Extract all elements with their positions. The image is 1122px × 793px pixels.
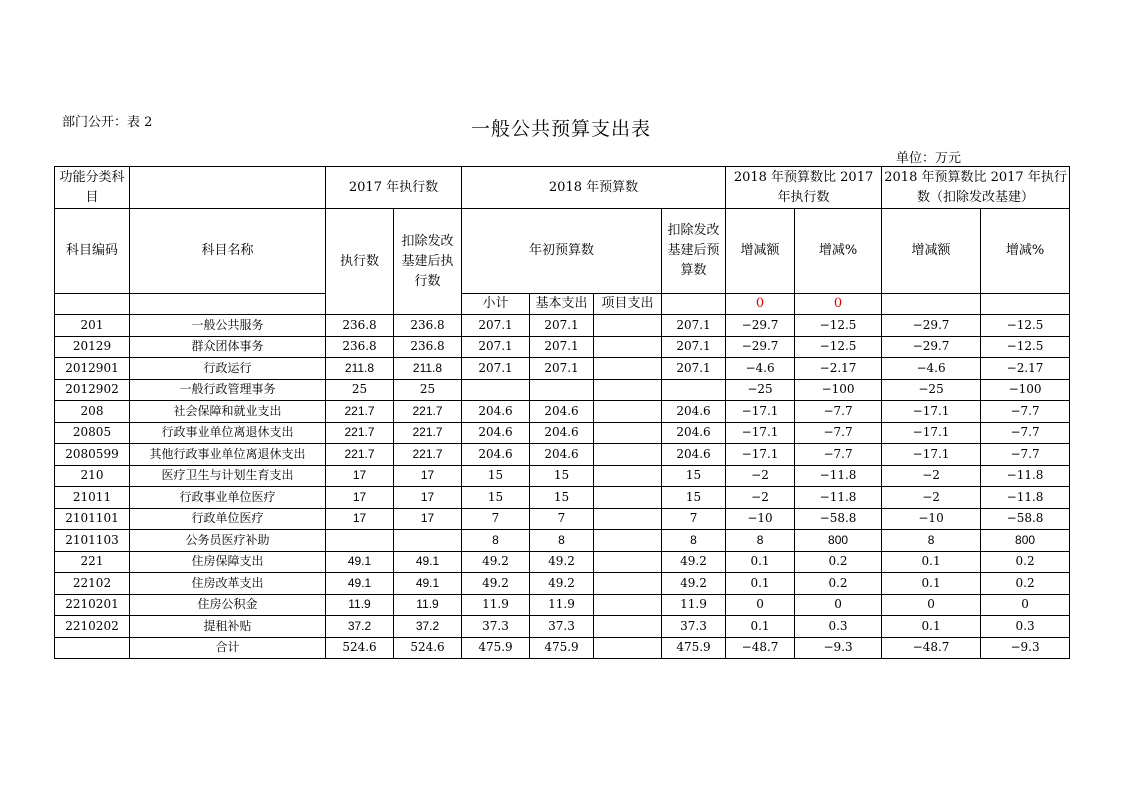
cell-name: 其他行政事业单位离退休支出 [130, 444, 326, 466]
cell-inc-pct-1: 800 [795, 530, 882, 552]
cell-exec: 524.6 [326, 637, 394, 659]
cell-inc-pct-2: 0.2 [981, 551, 1070, 573]
cell-project [594, 487, 662, 509]
header-budget-adj: 扣除发改基建后预算数 [662, 209, 726, 294]
cell-budget-adj: 37.3 [662, 616, 726, 638]
cell-project [594, 594, 662, 616]
cell-subtotal: 7 [462, 508, 530, 530]
cell-name: 社会保障和就业支出 [130, 401, 326, 423]
cell-name: 住房改革支出 [130, 573, 326, 595]
cell-inc-pct-1: −7.7 [795, 401, 882, 423]
cell-inc-pct-2: 0 [981, 594, 1070, 616]
cell-basic: 207.1 [530, 336, 594, 358]
cell-exec-adj: 524.6 [394, 637, 462, 659]
cell-exec: 236.8 [326, 336, 394, 358]
cell-exec: 17 [326, 508, 394, 530]
cell-inc-pct-2: 0.3 [981, 616, 1070, 638]
cell-inc-amt-2: −25 [882, 379, 981, 401]
header-compare-exec: 2018 年预算数比 2017 年执行数 [726, 167, 882, 209]
cell-inc-amt-1: −17.1 [726, 444, 795, 466]
cell-subtotal: 204.6 [462, 422, 530, 444]
cell-inc-pct-2: −12.5 [981, 315, 1070, 337]
table-row [55, 315, 1070, 337]
cell-project [594, 551, 662, 573]
cell-basic: 204.6 [530, 444, 594, 466]
cell-inc-amt-1: 0.1 [726, 551, 795, 573]
cell-exec-adj [394, 530, 462, 552]
cell-project [594, 444, 662, 466]
cell-exec: 236.8 [326, 315, 394, 337]
cell-subtotal: 8 [462, 530, 530, 552]
table-row [55, 422, 1070, 444]
cell-budget-adj: 204.6 [662, 444, 726, 466]
cell-code: 2210201 [55, 594, 130, 616]
cell-inc-amt-2: −29.7 [882, 315, 981, 337]
cell-inc-amt-2: 0.1 [882, 551, 981, 573]
cell-name: 医疗卫生与计划生育支出 [130, 465, 326, 487]
cell-exec-adj: 49.1 [394, 551, 462, 573]
header-blank [130, 167, 326, 209]
cell-code: 2101103 [55, 530, 130, 552]
cell-code: 210 [55, 465, 130, 487]
cell-inc-amt-2: 0 [882, 594, 981, 616]
cell-exec: 221.7 [326, 444, 394, 466]
cell-inc-pct-1: −58.8 [795, 508, 882, 530]
cell-inc-pct-2: −7.7 [981, 422, 1070, 444]
header-budget-adj-blank [662, 294, 726, 315]
cell-basic [530, 379, 594, 401]
cell-basic: 8 [530, 530, 594, 552]
cell-budget-adj [662, 379, 726, 401]
cell-budget-adj: 49.2 [662, 573, 726, 595]
table-row [55, 401, 1070, 423]
cell-inc-pct-2: −11.8 [981, 487, 1070, 509]
cell-project [594, 336, 662, 358]
cell-project [594, 616, 662, 638]
cell-exec: 221.7 [326, 422, 394, 444]
cell-inc-amt-1: −10 [726, 508, 795, 530]
cell-inc-pct-1: −7.7 [795, 422, 882, 444]
cell-inc-pct-1: 0 [795, 594, 882, 616]
cell-inc-pct-1: 0.2 [795, 551, 882, 573]
cell-project [594, 379, 662, 401]
cell-basic: 15 [530, 487, 594, 509]
cell-basic: 49.2 [530, 551, 594, 573]
cell-exec-adj: 221.7 [394, 444, 462, 466]
cell-basic: 49.2 [530, 573, 594, 595]
unit-label: 单位：万元 [896, 151, 962, 166]
cell-basic: 207.1 [530, 358, 594, 380]
cell-exec: 25 [326, 379, 394, 401]
cell-inc-pct-2: −11.8 [981, 465, 1070, 487]
header-budget-2018: 2018 年预算数 [462, 167, 726, 209]
cell-budget-adj: 15 [662, 487, 726, 509]
cell-project [594, 422, 662, 444]
cell-inc-pct-1: −100 [795, 379, 882, 401]
header-name: 科目名称 [130, 209, 326, 294]
cell-inc-amt-2: −10 [882, 508, 981, 530]
cell-inc-pct-1: −7.7 [795, 444, 882, 466]
cell-inc-pct-2: −7.7 [981, 401, 1070, 423]
cell-basic: 37.3 [530, 616, 594, 638]
cell-exec-adj: 11.9 [394, 594, 462, 616]
table-row [55, 358, 1070, 380]
header-exec-adj: 扣除发改基建后执行数 [394, 209, 462, 315]
cell-inc-amt-1: −29.7 [726, 315, 795, 337]
cell-name: 一般公共服务 [130, 315, 326, 337]
cell-exec-adj: 25 [394, 379, 462, 401]
cell-basic: 15 [530, 465, 594, 487]
table-row [55, 530, 1070, 552]
cell-exec: 49.1 [326, 551, 394, 573]
cell-budget-adj: 15 [662, 465, 726, 487]
header-name-blank [130, 294, 326, 315]
cell-inc-pct-1: −12.5 [795, 336, 882, 358]
cell-budget-adj: 11.9 [662, 594, 726, 616]
cell-inc-pct-2: −9.3 [981, 637, 1070, 659]
cell-code: 208 [55, 401, 130, 423]
cell-project [594, 508, 662, 530]
cell-code: 2210202 [55, 616, 130, 638]
header-code-blank [55, 294, 130, 315]
cell-budget-adj: 207.1 [662, 336, 726, 358]
cell-code: 221 [55, 551, 130, 573]
header-inc-pct-1: 增减% [795, 209, 882, 294]
table-row [55, 336, 1070, 358]
cell-subtotal: 207.1 [462, 315, 530, 337]
cell-project [594, 573, 662, 595]
cell-inc-amt-2: −2 [882, 487, 981, 509]
cell-inc-amt-1: 0 [726, 594, 795, 616]
cell-budget-adj: 204.6 [662, 401, 726, 423]
cell-code [55, 637, 130, 659]
cell-basic: 11.9 [530, 594, 594, 616]
cell-name: 住房保障支出 [130, 551, 326, 573]
table-row [55, 637, 1070, 659]
cell-inc-pct-2: −100 [981, 379, 1070, 401]
cell-project [594, 530, 662, 552]
cell-code: 22102 [55, 573, 130, 595]
cell-code: 20805 [55, 422, 130, 444]
page-title: 一般公共预算支出表 [470, 118, 651, 140]
header-project: 项目支出 [594, 294, 662, 315]
cell-inc-pct-2: −2.17 [981, 358, 1070, 380]
header-inc-pct-2: 增减% [981, 209, 1070, 294]
cell-code: 2080599 [55, 444, 130, 466]
zero-marker: 0 [726, 294, 795, 315]
cell-inc-amt-1: −4.6 [726, 358, 795, 380]
cell-subtotal: 49.2 [462, 551, 530, 573]
cell-exec: 37.2 [326, 616, 394, 638]
header-inc-amt-1: 增减额 [726, 209, 795, 294]
cell-subtotal: 204.6 [462, 444, 530, 466]
cell-name: 群众团体事务 [130, 336, 326, 358]
cell-inc-amt-1: −2 [726, 487, 795, 509]
header-exec-2017: 2017 年执行数 [326, 167, 462, 209]
table-row [55, 573, 1070, 595]
cell-inc-pct-1: −9.3 [795, 637, 882, 659]
cell-inc-pct-1: −11.8 [795, 465, 882, 487]
cell-exec-adj: 17 [394, 487, 462, 509]
cell-budget-adj: 7 [662, 508, 726, 530]
cell-basic: 204.6 [530, 401, 594, 423]
cell-name: 行政事业单位离退休支出 [130, 422, 326, 444]
cell-inc-amt-1: 0.1 [726, 573, 795, 595]
cell-code: 2012901 [55, 358, 130, 380]
cell-code: 201 [55, 315, 130, 337]
cell-exec: 221.7 [326, 401, 394, 423]
dept-label: 部门公开：表 2 [62, 115, 153, 130]
table-row [55, 465, 1070, 487]
cell-inc-amt-2: −48.7 [882, 637, 981, 659]
cell-inc-pct-2: 800 [981, 530, 1070, 552]
header-func-class: 功能分类科目 [55, 167, 130, 209]
cell-basic: 7 [530, 508, 594, 530]
cell-exec-adj: 17 [394, 508, 462, 530]
zero-marker: 0 [795, 294, 882, 315]
cell-inc-amt-1: 8 [726, 530, 795, 552]
cell-inc-amt-2: −17.1 [882, 444, 981, 466]
cell-exec-adj: 37.2 [394, 616, 462, 638]
cell-inc-amt-2: 8 [882, 530, 981, 552]
cell-project [594, 315, 662, 337]
cell-code: 21011 [55, 487, 130, 509]
table-row [55, 508, 1070, 530]
cell-name: 一般行政管理事务 [130, 379, 326, 401]
cell-exec: 17 [326, 465, 394, 487]
cell-name: 合计 [130, 637, 326, 659]
cell-exec: 211.8 [326, 358, 394, 380]
cell-name: 行政事业单位医疗 [130, 487, 326, 509]
cell-exec-adj: 17 [394, 465, 462, 487]
cell-inc-pct-1: −12.5 [795, 315, 882, 337]
cell-subtotal: 207.1 [462, 358, 530, 380]
cell-budget-adj: 204.6 [662, 422, 726, 444]
cell-code: 20129 [55, 336, 130, 358]
header-code: 科目编码 [55, 209, 130, 294]
cell-exec: 49.1 [326, 573, 394, 595]
table-row [55, 379, 1070, 401]
cell-exec-adj: 236.8 [394, 315, 462, 337]
cell-basic: 207.1 [530, 315, 594, 337]
table-row [55, 551, 1070, 573]
header-exec-num: 执行数 [326, 209, 394, 315]
cell-exec-adj: 221.7 [394, 422, 462, 444]
cell-inc-amt-1: −25 [726, 379, 795, 401]
header-basic: 基本支出 [530, 294, 594, 315]
cell-inc-amt-2: 0.1 [882, 573, 981, 595]
cell-inc-amt-1: −48.7 [726, 637, 795, 659]
cell-inc-pct-1: 0.3 [795, 616, 882, 638]
cell-subtotal: 49.2 [462, 573, 530, 595]
cell-subtotal: 204.6 [462, 401, 530, 423]
header-initial-budget: 年初预算数 [462, 209, 662, 294]
cell-basic: 204.6 [530, 422, 594, 444]
cell-inc-amt-1: −17.1 [726, 401, 795, 423]
cell-exec-adj: 211.8 [394, 358, 462, 380]
cell-inc-pct-2: −58.8 [981, 508, 1070, 530]
cell-basic: 475.9 [530, 637, 594, 659]
cell-subtotal: 37.3 [462, 616, 530, 638]
cell-inc-pct-2: 0.2 [981, 573, 1070, 595]
cell-inc-pct-2: −12.5 [981, 336, 1070, 358]
cell-exec: 17 [326, 487, 394, 509]
cell-budget-adj: 207.1 [662, 358, 726, 380]
cell-budget-adj: 475.9 [662, 637, 726, 659]
cell-inc-amt-2: −4.6 [882, 358, 981, 380]
cell-name: 行政单位医疗 [130, 508, 326, 530]
cell-exec-adj: 236.8 [394, 336, 462, 358]
cell-name: 公务员医疗补助 [130, 530, 326, 552]
cell-code: 2101101 [55, 508, 130, 530]
cell-inc-amt-1: 0.1 [726, 616, 795, 638]
cell-exec: 11.9 [326, 594, 394, 616]
cell-subtotal: 15 [462, 487, 530, 509]
cell-inc-amt-2: −29.7 [882, 336, 981, 358]
header-pct2-blank [981, 294, 1070, 315]
cell-inc-pct-1: −11.8 [795, 487, 882, 509]
header-compare-adjusted: 2018 年预算数比 2017 年执行数（扣除发改基建） [882, 167, 1070, 209]
table-row [55, 444, 1070, 466]
cell-inc-amt-2: 0.1 [882, 616, 981, 638]
cell-inc-amt-1: −17.1 [726, 422, 795, 444]
table-row [55, 594, 1070, 616]
cell-budget-adj: 8 [662, 530, 726, 552]
cell-subtotal: 207.1 [462, 336, 530, 358]
cell-code: 2012902 [55, 379, 130, 401]
header-subtotal: 小计 [462, 294, 530, 315]
cell-exec-adj: 49.1 [394, 573, 462, 595]
cell-project [594, 637, 662, 659]
cell-subtotal [462, 379, 530, 401]
cell-inc-pct-1: −2.17 [795, 358, 882, 380]
cell-project [594, 401, 662, 423]
cell-budget-adj: 207.1 [662, 315, 726, 337]
cell-subtotal: 475.9 [462, 637, 530, 659]
cell-inc-amt-1: −2 [726, 465, 795, 487]
cell-subtotal: 15 [462, 465, 530, 487]
cell-name: 行政运行 [130, 358, 326, 380]
cell-inc-amt-2: −17.1 [882, 401, 981, 423]
cell-exec-adj: 221.7 [394, 401, 462, 423]
header-amt2-blank [882, 294, 981, 315]
budget-table [54, 166, 1070, 659]
cell-exec [326, 530, 394, 552]
cell-name: 住房公积金 [130, 594, 326, 616]
cell-inc-pct-2: −7.7 [981, 444, 1070, 466]
cell-subtotal: 11.9 [462, 594, 530, 616]
cell-inc-pct-1: 0.2 [795, 573, 882, 595]
cell-inc-amt-1: −29.7 [726, 336, 795, 358]
cell-inc-amt-2: −17.1 [882, 422, 981, 444]
header-inc-amt-2: 增减额 [882, 209, 981, 294]
cell-inc-amt-2: −2 [882, 465, 981, 487]
cell-budget-adj: 49.2 [662, 551, 726, 573]
cell-project [594, 358, 662, 380]
cell-name: 提租补贴 [130, 616, 326, 638]
cell-project [594, 465, 662, 487]
table-row [55, 616, 1070, 638]
table-row [55, 487, 1070, 509]
